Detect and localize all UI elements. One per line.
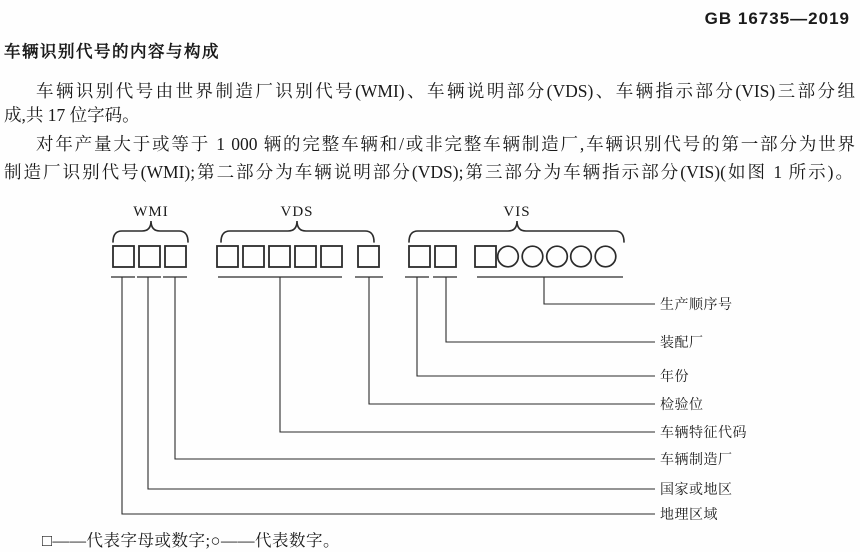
- callout-labels: [660, 296, 747, 523]
- callout-label: 生产顺序号: [660, 298, 733, 313]
- callout-connector: [446, 277, 655, 342]
- callout-connector: [369, 277, 655, 404]
- char-slot-square: [217, 246, 238, 267]
- char-slot-circle: [595, 246, 616, 267]
- section-label-vds: VDS: [280, 204, 314, 220]
- char-slot-square: [435, 246, 456, 267]
- vds-brace: [221, 221, 374, 242]
- callout-connector: [148, 277, 655, 489]
- wmi-brace: [113, 221, 188, 242]
- char-slot-circle: [522, 246, 543, 267]
- paragraph1-line1: 车辆识别代号由世界制造厂识别代号(WMI)、车辆说明部分(VDS)、车辆指示部分(VIS)三部分组: [36, 81, 855, 101]
- callout-connector: [280, 277, 655, 432]
- char-slot-square: [358, 246, 379, 267]
- callout-label: 年份: [660, 370, 689, 385]
- char-slot-square: [321, 246, 342, 267]
- callout-connectors: [122, 277, 655, 514]
- vds-char-slots: [217, 246, 379, 267]
- char-slot-circle: [547, 246, 568, 267]
- standard-number: GB 16735—2019: [704, 9, 850, 28]
- char-slot-circle: [571, 246, 592, 267]
- callout-label: 装配厂: [660, 336, 704, 351]
- vis-brace: [409, 221, 624, 242]
- callout-connector: [122, 277, 655, 514]
- char-slot-square: [475, 246, 496, 267]
- legend-note: □——代表字母或数字;○——代表数字。: [42, 531, 341, 550]
- paragraph2-line1: 对年产量大于或等于 1 000 辆的完整车辆和/或非完整车辆制造厂,车辆识别代号的第一部分为世界: [36, 134, 855, 154]
- char-slot-square: [113, 246, 134, 267]
- callout-connector: [417, 277, 655, 376]
- char-slot-square: [243, 246, 264, 267]
- callout-label: 地理区域: [660, 508, 718, 523]
- callout-label: 车辆制造厂: [660, 453, 733, 468]
- char-slot-square: [269, 246, 290, 267]
- section-label-vis: VIS: [503, 204, 531, 220]
- char-slot-square: [139, 246, 160, 267]
- paragraph1-line2: 成,共 17 位字码。: [4, 105, 140, 125]
- callout-label: 检验位: [660, 398, 704, 413]
- vis-char-slots: [409, 246, 616, 267]
- callout-label: 车辆特征代码: [660, 426, 747, 441]
- char-slot-square: [409, 246, 430, 267]
- char-slot-square: [165, 246, 186, 267]
- char-slot-circle: [498, 246, 519, 267]
- section-label-wmi: WMI: [133, 204, 169, 220]
- char-slot-square: [295, 246, 316, 267]
- section-heading: 车辆识别代号的内容与构成: [4, 42, 220, 61]
- callout-connector: [544, 277, 655, 304]
- wmi-char-slots: [113, 246, 186, 267]
- vin-structure-figure: [0, 196, 860, 536]
- paragraph2-line2: 制造厂识别代号(WMI);第二部分为车辆说明部分(VDS);第三部分为车辆指示部分(VIS)(如图 1 所示)。: [4, 162, 853, 182]
- callout-label: 国家或地区: [660, 483, 733, 498]
